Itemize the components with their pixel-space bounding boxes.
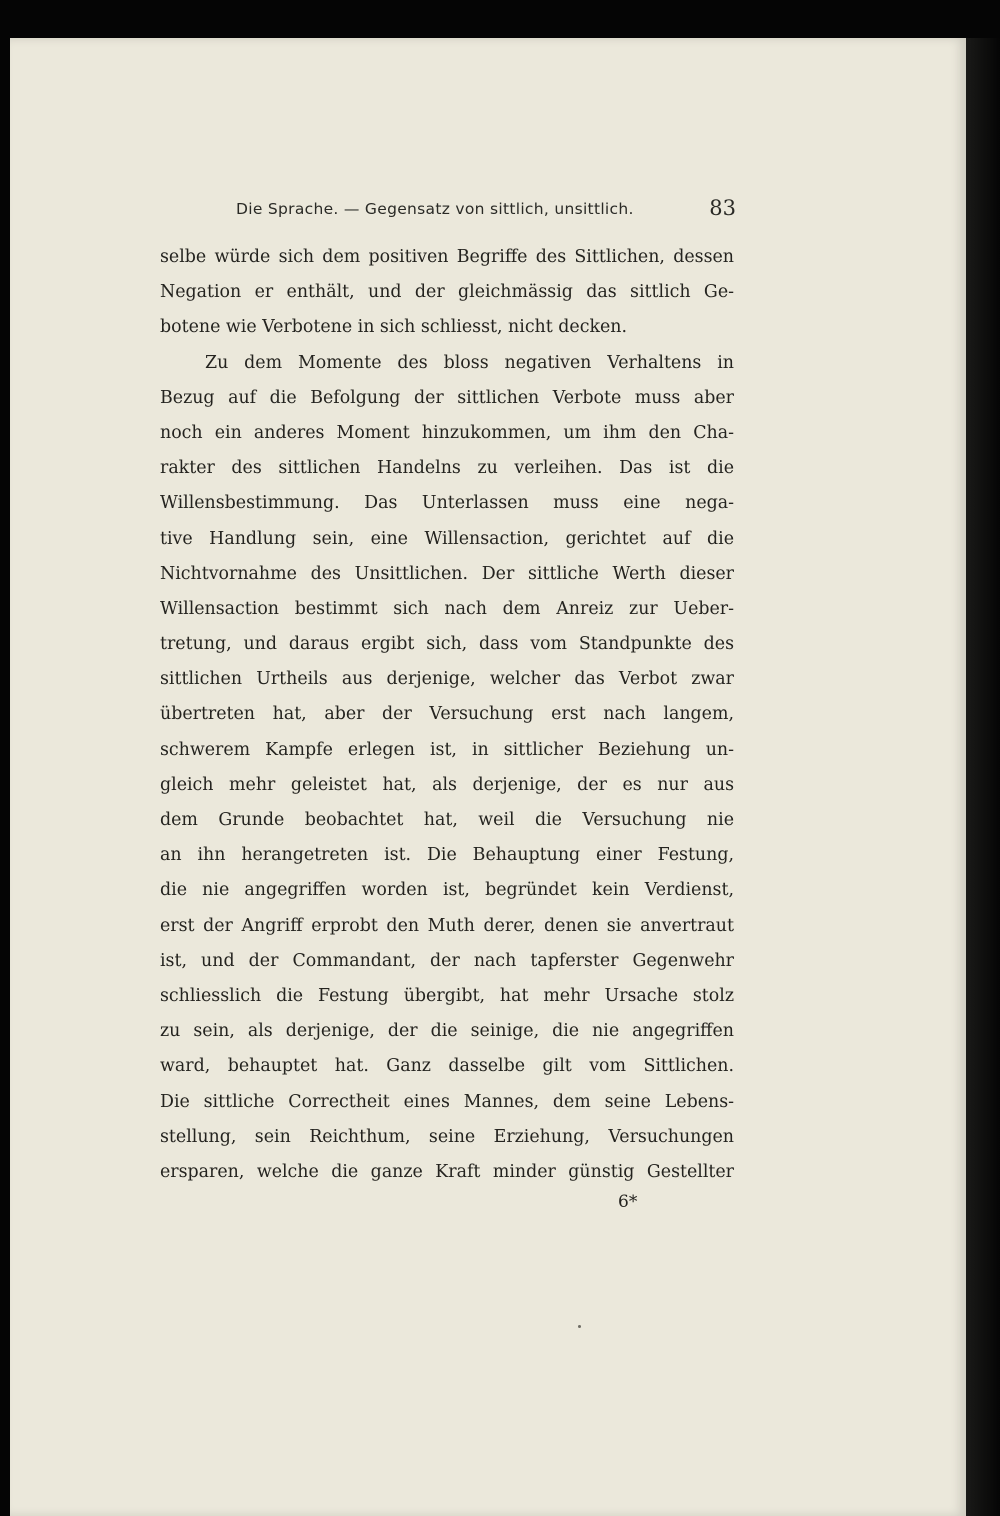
text-line: ersparen, welche die ganze Kraft minder günstig Gestellter bbox=[160, 1161, 734, 1182]
running-head bbox=[236, 196, 736, 226]
text-line: die nie angegriffen worden ist, begründet kein Verdienst, bbox=[160, 880, 734, 901]
text-line: sittlichen Urtheils aus derjenige, welcher das Verbot zwar bbox=[160, 669, 734, 690]
paper-speck bbox=[578, 1325, 581, 1328]
text-line: ward, behauptet hat. Ganz dasselbe gilt vom Sittlichen. bbox=[160, 1056, 734, 1077]
body-text bbox=[160, 240, 734, 1190]
text-line: an ihn herangetreten ist. Die Behauptung einer Festung, bbox=[160, 845, 734, 866]
text-line: Negation er enthält, und der gleichmässig das sittlich Ge- bbox=[160, 282, 734, 303]
text-line: Willensaction bestimmt sich nach dem Anreiz zur Ueber- bbox=[160, 598, 734, 619]
text-line: Bezug auf die Befolgung der sittlichen Verbote muss aber bbox=[160, 387, 734, 408]
page-edge-shadow bbox=[966, 38, 1000, 1516]
signature-mark: 6* bbox=[618, 1192, 638, 1212]
text-line: schliesslich die Festung übergibt, hat mehr Ursache stolz bbox=[160, 985, 734, 1006]
text-line: tretung, und daraus ergibt sich, dass vom Standpunkte des bbox=[160, 634, 734, 655]
text-line: tive Handlung sein, eine Willensaction, gerichtet auf die bbox=[160, 528, 734, 549]
text-line: noch ein anderes Moment hinzukommen, um ihm den Cha- bbox=[160, 422, 734, 443]
text-line: Willensbestimmung. Das Unterlassen muss eine nega- bbox=[160, 493, 734, 514]
text-line: schwerem Kampfe erlegen ist, in sittlicher Beziehung un- bbox=[160, 739, 734, 760]
text-line: rakter des sittlichen Handelns zu verleihen. Das ist die bbox=[160, 458, 734, 479]
text-line: zu sein, als derjenige, der die seinige, die nie angegriffen bbox=[160, 1021, 734, 1042]
text-line: botene wie Verbotene in sich schliesst, nicht decken. bbox=[160, 317, 627, 338]
page-number: 83 bbox=[709, 196, 736, 220]
text-line: Zu dem Momente des bloss negativen Verhaltens in bbox=[205, 352, 734, 373]
text-line: ist, und der Commandant, der nach tapferster Gegenwehr bbox=[160, 950, 734, 971]
text-line: selbe würde sich dem positiven Begriffe des Sittlichen, dessen bbox=[160, 247, 734, 267]
text-line: Nichtvornahme des Unsittlichen. Der sittliche Werth dieser bbox=[160, 563, 734, 584]
text-line: Die sittliche Correctheit eines Mannes, dem seine Lebens- bbox=[160, 1091, 734, 1112]
text-line: gleich mehr geleistet hat, als derjenige, der es nur aus bbox=[160, 774, 734, 795]
text-line: stellung, sein Reichthum, seine Erziehung, Versuchungen bbox=[160, 1126, 734, 1147]
text-line: dem Grunde beobachtet hat, weil die Versuchung nie bbox=[160, 810, 734, 830]
text-line: übertreten hat, aber der Versuchung erst nach langem, bbox=[160, 704, 734, 725]
running-head-title: Die Sprache. — Gegensatz von sittlich, unsittlich. bbox=[236, 200, 634, 218]
text-line: erst der Angriff erprobt den Muth derer, denen sie anvertraut bbox=[160, 915, 734, 936]
